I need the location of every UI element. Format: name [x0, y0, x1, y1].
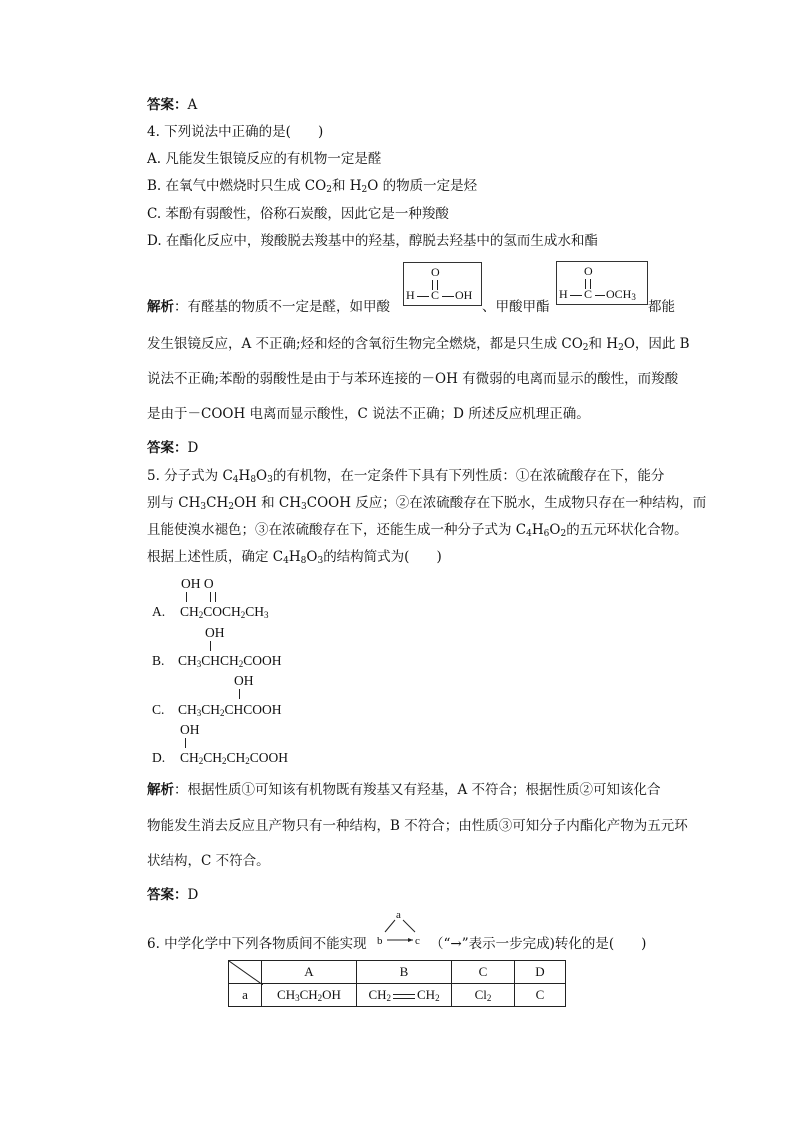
table-corner-cell — [229, 961, 262, 984]
q5-stem-line-1: 5. 分子式为 $C_4H_8O_3$的有机物，在一定条件下具有下列性质：①在浓硫酸存在下，能分 — [147, 468, 665, 485]
q5-stem-line-4: 根据上述性质，确定 $C_4H_8O_3$的结构简式为( ) — [147, 549, 442, 566]
answer-line: 答案：D — [147, 440, 199, 456]
q5-explanation-line-1: 解析：根据性质①可知该有机物既有羧基又有羟基，A 不符合；根据性质②可知该化合 — [147, 782, 661, 798]
table-header: C — [452, 961, 515, 984]
q5-explanation-line-3: 状结构，C 不符合。 — [147, 853, 270, 869]
q6-stem-post: （“→”表示一步完成)转化的是( ) — [430, 936, 647, 952]
formic-acid-structure: O H C OH — [403, 262, 482, 306]
q4-explanation-line-1c: 都能 — [648, 299, 675, 315]
q4-option-b: B. 在氧气中燃烧时只生成 $CO_2$和 $H_2O$ 的物质一定是烃 — [147, 178, 478, 195]
triangle-conversion-diagram: a b c — [377, 909, 420, 947]
q4-explanation-line-1: 解析：有醛基的物质不一定是醛，如甲酸 — [147, 299, 390, 315]
answer-line — [147, 96, 197, 114]
table-cell: $CH_2$ $CH_2$ — [357, 984, 452, 1007]
q4-option-c: C. 苯酚有弱酸性，俗称石炭酸，因此它是一种羧酸 — [147, 206, 449, 222]
q4-option-d: D. 在酯化反应中，羧酸脱去羧基中的羟基，醇脱去羟基中的氢而生成水和酯 — [147, 233, 598, 249]
answer-value: A — [187, 97, 198, 113]
table-cell: $CH_3CH_2OH$ — [262, 984, 357, 1007]
q4-option-a: A. 凡能发生银镜反应的有机物一定是醛 — [147, 151, 382, 167]
explanation-label: 解析 — [147, 299, 174, 315]
q5-stem-line-2: 别与 $CH_3CH_2OH$ 和 $CH_3COOH$ 反应；②在浓硫酸存在下脱水，生成物只存在一种结构，而 — [147, 495, 707, 512]
q5-explanation-line-2: 物能发生消去反应且产物只有一种结构，B 不符合；由性质③可知分子内酯化产物为五元环 — [147, 818, 688, 834]
q4-explanation-line-1b: 、甲酸甲酯 — [482, 299, 550, 315]
table-header: D — [515, 961, 566, 984]
q5-stem-line-3: 且能使溴水褪色；③在浓硫酸存在下，还能生成一种分子式为 $C_4H_6O_2$的五元环状化合物。 — [147, 522, 688, 539]
q4-explanation-line-2: 发生银镜反应，A 不正确;烃和烃的含氧衍生物完全燃烧，都是只生成 $CO_2$和 $H_2O$，因此 B — [147, 336, 690, 353]
q4-stem: 4. 下列说法中正确的是( ) — [147, 124, 324, 140]
q6-stem-pre: 6. 中学化学中下列各物质间不能实现 — [147, 936, 367, 952]
q4-explanation-line-3: 说法不正确;苯酚的弱酸性是由于与苯环连接的－OH 有微弱的电离而显示的酸性，而羧酸 — [147, 371, 679, 387]
q4-explanation-line-4: 是由于－COOH 电离而显示酸性，C 说法不正确；D 所述反应机理正确。 — [147, 406, 590, 422]
q6-table — [228, 960, 566, 1007]
table-header-row — [229, 961, 566, 984]
table-cell: C — [515, 984, 566, 1007]
table-row-label: a — [229, 984, 262, 1007]
table-row — [229, 984, 566, 1007]
table-header: B — [357, 961, 452, 984]
table-header: A — [262, 961, 357, 984]
answer-line: 答案：D — [147, 887, 199, 903]
answer-label: 答案： — [147, 97, 188, 113]
table-cell: $Cl_2$ — [452, 984, 515, 1007]
methyl-formate-structure: O H C $OCH_3$ — [556, 261, 648, 305]
